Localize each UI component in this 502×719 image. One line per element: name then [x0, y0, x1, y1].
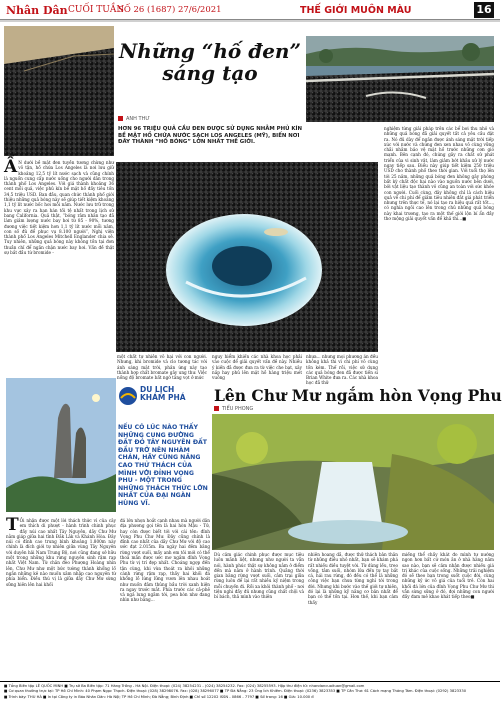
balls-photo-topleft	[4, 26, 114, 156]
article2-col3: Dù cảm giác chinh phục được mục tiêu luôn mãnh liệt, nhưng như người ta vẫn nói, hành phúc thật sự không nằm ở điểm đến mà nằm ở hành trình. Quãng thời gian băng rừng vượt suối, cắm trại giữa rừng luôn để lại rất nhiều kỷ niệm trong mỗi chuyến đi. Rồi xa khỏi thành phố - nơi tiện nghi đầy đủ nhưng cũng chất chội và bí bách, thả mình vào thiên	[214, 552, 304, 600]
author-bullet-icon	[214, 406, 219, 411]
article2-dropcap: T	[6, 515, 19, 535]
article2-author	[214, 406, 253, 412]
reservoir-balls-photo	[306, 36, 494, 122]
rock-peak-photo	[6, 378, 116, 512]
article2-sapo: NẾU CÓ LÚC NÀO THẤY NHỮNG CUNG ĐƯỜNG ĐẤT ĐỎ TÂY NGUYÊN ĐẤT ĐẦU TRỞ NÊN NHÀM CHÁN, HÃY CÙNG NÂNG CAO THỬ THÁCH CỦA MÌNH VỚI ĐỈNH VỌNG PHU - MỘT TRONG NHỮNG THÁCH THỨC LỚN NHẤT CỦA ĐẠI NGÀN HÙNG VĨ.	[118, 424, 208, 507]
page-number: 16	[474, 2, 494, 18]
article2-title: Lên Chư Mư ngắm hòn Vọng Phu	[214, 386, 502, 405]
travel-logo-line2: KHÁM PHÁ	[140, 393, 186, 402]
article1-author-name: ANH THƯ	[126, 116, 150, 122]
newspaper-brand: Nhân Dân	[6, 4, 68, 17]
article1-col3: nguy hiểm khiến các nhà khoa học phải vào cuộc để giải quyết vấn đề này. Nhiều ý kiến đã được đưa ra từ việc che bạt, xây nắp hay phủ lên mặt hồ hàng triệu mét vuông	[212, 354, 302, 381]
travel-logo-line1: DU LỊCH	[140, 385, 175, 394]
section-label: THẾ GIỚI MUÔN MÀU	[300, 5, 412, 16]
article1-title-line2: sáng tạo	[162, 61, 258, 85]
issue-label: SỐ 26 (1687) 27/6/2021	[118, 5, 222, 15]
spillway-photo	[116, 162, 378, 352]
waterfall-photo	[212, 414, 494, 550]
article2-col2: đá lớn nhọn hoắt cạnh nhau mà người dân địa phương gọi tên là hai hòn Mậu - Tử, hay còn được biết tới với cái tên: đỉnh Vọng Phu Chư Mư. Đây cũng chính là đỉnh cao nhất của dãy Chư Mư với độ cao ước đạt 2.015m. Ba ngày hai đêm băng rừng vượt suối, mấy anh em tôi mới có thể thoả mãn được ước mơ ngắm đỉnh Vọng Phu từ vị trí đẹp nhất. Choáng ngợp đến tận cùng, khi vừa thoát ra khỏi những cánh rừng rậm rạp, thấy hai khối đá khổng lồ lừng lững vươn lên nhau hoát như muốn đâm thủng bầu trời xanh hiện ra ngay trước mắt. Phía trước các cả-phê và ngả lung ngăm tới, pea hòn như đang nhìn như bằng...	[120, 518, 210, 603]
article1-author	[118, 116, 150, 122]
article1-dropcap: Ấ	[4, 157, 18, 177]
article2-col4: nhiên hoang dã, được thử thách bản thân từ những điều nhỏ nhất, bạn sẽ khám phá rất nhiều điều tuyệt vời. Từ dùng lều, treo võng, tắm suối, nhóm lửa đến tự tay bắt cá, hái rau rừng, đó đều có thể là những công việc bạn chưa từng nghĩ tới trong đời. Nhưng khi bước vào thế giới tự nhiên, đó lại là những kỹ năng cơ bản nhất để bạn có thể tồn tại. Hơn thế, khi bạn cảm thấy	[308, 552, 398, 605]
author-bullet-icon	[118, 116, 123, 121]
masthead-divider	[0, 20, 500, 22]
article2-col5: miếng thể chấy khát đo mình tự nướng ngon hơn bất cứ món ăn ở nhà hàng năm sao nào, bạn sẽ cảm nhận được nhiều giá trị khác của cuộc sống. Những trải nghiệm đó sẽ theo bạn trong suốt cuộc đời, cùng những kỷ ức vô giá của tuổi trẻ. Còn hai khối đá lớn của đỉnh Vọng Phu Chư Mư thì vẫn sừng sững ở đó, đợi những con người đầy đam mê khao khát tiếp theo■	[402, 552, 494, 600]
footer-line1: ■ Tổng Biên tập LÊ QUỐC MINH ■ Trụ sở Ba Biên tập: 71 Hàng Trống - Hà Nội. Điện thoại: (024) 38254231 - (024) 38254232. Fax: (024) 38255593. Hộp thư điện tử: nhandancuoituan@gmail.com	[4, 684, 365, 688]
footer-line3: ■ Trình bày: THU HÀ ■ In tại Công ty in Báo Nhân Dân: Hà Nội; TP Hồ Chí Minh; Đà Nẵng; Bình Định ■ Chỉ số 12202 ISSN - 0866 - 7797 ■ Số trang: 16 ■ Giá: 10.000 đ	[4, 694, 314, 699]
article1-col4: nhựa... nhưng mọi phương án đều không khả thi vì chi phí vô cùng tốn kém. Thế rồi, việc sử dụng các quả bóng đen đã được tiến sĩ Brian White đưa ra. Các nhà khoa học đã thử	[306, 354, 378, 386]
article1-title	[118, 40, 302, 84]
article1-col1-text: N dưới bề mặt đen tuyền tương chừng như vô tận, hồ chứa Los Angeles là nơi lưu giữ khoảng 12,5 tỷ lít nước sạch và cũng chính là nguồn cung cấp nước uống cho người dân trong thành phố Los Angeles. Với giá thành khoảng 36 cent mỗi quả, việc phủ kín bề mặt hồ đầy tiêu tốn 34,5 triệu USD. Ban đầu, quan chức thành phố giới thiệu những quả bóng này sẽ giúp tiết kiệm khoảng 1,1 tỷ lít nước bốc hơi mỗi năm. Nước lưu trữ trong khu vực xảy ra hạn hán tồi tệ nhất trong lịch sử bang California. Quả thật, “bóng râm nhân tạo đã làm giảm lượng nước bay hơi từ 85 - 90%, tương đương việc tiết kiệm hơn 1,1 tỷ lít nước mỗi năm, con số đủ để phục vụ 8.100 người”, Nghị viện thành phố Los Angeles Mitchell Englander chia sẻ. Tuy nhiên, những quả bóng này không tồn tại đơn thuần chỉ để ngăn chặn nước bay hơi. Vấn đề thật sự bắt đầu từ bromide -	[4, 160, 114, 256]
article1-sapo: HƠN 96 TRIỆU QUẢ CẦU ĐEN ĐƯỢC SỬ DỤNG NHẰM PHỦ KÍN BỀ MẶT HỒ CHỨA NƯỚC SẠCH LOS ANGELES (MỸ), BIẾN NƠI ĐÂY THÀNH “HỐ BÓNG” LỚN NHẤT THẾ GIỚI.	[118, 126, 303, 146]
article2-col1-text: Ồi nhận được một lời thách thức vì của cây em thích di phượt - hành trình chinh phục đầy núi cao nhất Tây Nguyên, dãy Chư Mư nằm giáp giữa hai tỉnh Đắk Lắk và Khánh Hòa. Đây núi có đỉnh cao trung bình khoảng 1.800m này chính là đích giới tự nhiên giữa vùng Tây Nguyên với duyên hải Nam Trung Bộ, nơi cũng đang sở hữu một trong những khu rừng nguyên sinh rậm rạp nhất Việt Nam. Từ chân đèo Phượng Hoàng nhìn lên, Chư Mư như một bức tường thành khổng lồ ngăn những kẻ nào muốn xâm nhập cao nguyên từ phía biển. Điều thú vị là giữa dãy Chư Mư sừng sững hiên lên hai khối	[6, 518, 116, 587]
travel-section-logo	[118, 378, 188, 414]
edition-label: CUỐI TUẦN	[68, 5, 125, 15]
article2-author-name: TIỂU PHONG	[222, 406, 254, 412]
page-footer	[0, 681, 500, 719]
article1-col1	[4, 157, 114, 356]
article1-title-line1: Những “hố đen”	[119, 39, 301, 63]
footer-line2: ■ Cơ quan thường trực tại: TP Hồ Chí Minh: 40 Phạm Ngọc Thạch. Điện thoại: (028) 38298076. Fax: (028) 38296077 ■ TP Đà Nẵng: 23 Ông Ích Khiêm. Điện thoại: (0236) 3823353 ■ TP Cần Thơ: 61 Cách mạng Tháng Tám. Điện thoại: (0292) 3823330	[4, 689, 467, 694]
article1-col5: nghiệm từng giải pháp trên các bể bơi thu nhỏ và những quả bóng đã giải quyết tất cả yêu cầu đặt ra. Nó đủ dày để ngăn được ánh sáng mặt trời tiếp xúc với nước và chứng đen xen nhau vô cùng vững chãi nhằm bảo vệ mặt hồ trước những cơn gió mạnh. Bên cạnh đó, chúng gây ra chất sử phát triển của vi sinh vật, làm giảm bớt khâu xử lý nước ngay tiếp sau. Điều này giúp tiết kiệm 250 triệu USD cho thành phố theo thời gian. Với tuổi thọ lên tới 25 năm, những quả bóng đen không gây phóng bất kỳ chất độc hại nào vào nguồn nước bên dưới, bởi vật liệu tạo thành vỏ cũng an toàn với sức khỏe con người. Cuối cùng, đây không chỉ là cách hiệu quả về chi phí để giảm tiêu nhiên đắt giá phát triển nhưng trên thực tế, nó lại tạo ra hiệu quả rất tốt..., có nghĩa ngôi cao lên trong chủ những quả bóng này khai trương, tạo ra một thế giới lộn bí ẩn đầy thơ mộng giải quyết vấn đề khả thi...■	[384, 126, 494, 222]
article1-col2: một chất tự nhiên vô hại với con người. Nhưng, khi bromide và clo tương tác với ánh sáng mặt trời, phản ứng này tạo thành hợp chất bromate gây ung thư. Việc nồng độ bromate bất ngờ tăng vọt ở mức	[117, 354, 207, 381]
article2-col1	[6, 515, 116, 678]
